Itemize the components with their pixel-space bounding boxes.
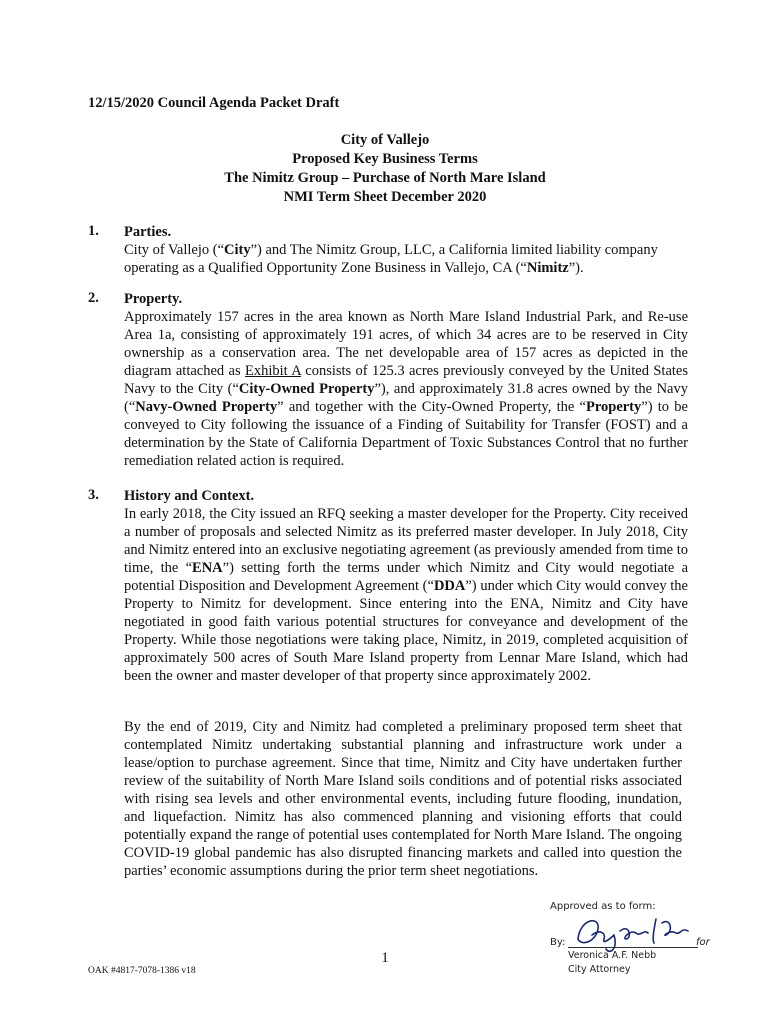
section-history-paragraph-2: By the end of 2019, City and Nimitz had completed a preliminary proposed term sheet that contemplated Nimitz undertaking substantial planning and infrastructure work under a lease/option to purchase agreement. Since that time, Nimitz and City have undertaken further review of the suitability of North Mare Island soils conditions and of potential risks associated with rising sea levels and other environmental events, including future flooding, inundation, and liquefaction. Nimitz has also commenced planning and visioning efforts that could potentially expand the range of potential uses contemplated for North Mare Island. The ongoing COVID-19 global pandemic has also disrupted financing markets and called into question the parties’ economic assumptions during the prior term sheet negotiations.	[124, 719, 682, 879]
by-label: By:	[550, 937, 566, 948]
document-id: OAK #4817-7078-1386 v18	[88, 966, 196, 976]
title-line-3: The Nimitz Group – Purchase of North Mare Island	[224, 170, 546, 186]
section-heading: Parties.	[124, 224, 172, 240]
signature-line	[568, 947, 698, 948]
section-number: 1.	[88, 223, 99, 239]
title-line-1: City of Vallejo	[340, 132, 430, 148]
section-history	[88, 487, 688, 685]
section-text: Approximately 157 acres in the area known as North Mare Island Industrial Park, and Re-use Area 1a, consisting of approximately 191 acres, of which 34 acres are to be reserved in City ownership as a conservation area. The net developable area of 157 acres as depicted in the diagram attached as Exhibit A consists of 125.3 acres previously conveyed by the United States Navy to the City (“City-Owned Property”), and approximately 31.8 acres owned by the Navy (“Navy-Owned Property” and together with the City-Owned Property, the “Property”) to be conveyed to City following the issuance of a Finding of Suitability for Transfer (FOST) and a determination by the State of California Department of Toxic Substances Control that no further remediation related action is required.	[124, 309, 688, 469]
section-property	[88, 290, 688, 470]
signatory-name: Veronica A.F. Nebb	[568, 950, 657, 961]
title-line-2: Proposed Key Business Terms	[292, 151, 478, 167]
section-text: In early 2018, the City issued an RFQ seeking a master developer for the Property. City received a number of proposals and selected Nimitz as its preferred master developer. In July 2018, City and Nimitz entered into an exclusive negotiating agreement (as previously amended from time to time, the “ENA”) setting forth the terms under which Nimitz and City would negotiate a potential Disposition and Development Agreement (“DDA”) under which City would convey the Property to Nimitz for development. Since entering into the ENA, Nimitz and City have negotiated in good faith various potential structures for conveyance and development of the Property. While those negotiations were taking place, Nimitz, in 2019, completed acquisition of approximately 500 acres of South Mare Island property from Lennar Mare Island, which had been the owner and master developer of that property since approximately 2002.	[124, 506, 689, 684]
document-title	[0, 131, 770, 207]
section-heading: Property.	[124, 291, 183, 307]
approval-stamp	[540, 895, 740, 985]
exhibit-a-reference: Exhibit A	[244, 363, 301, 379]
for-label: for	[696, 937, 710, 948]
section-number: 2.	[88, 290, 99, 306]
draft-label: 12/15/2020 Council Agenda Packet Draft	[88, 95, 340, 111]
section-heading: History and Context.	[124, 488, 255, 504]
section-number: 3.	[88, 487, 99, 503]
signatory-title: City Attorney	[568, 964, 631, 975]
approved-label: Approved as to form:	[550, 901, 656, 912]
title-line-4: NMI Term Sheet December 2020	[283, 189, 487, 205]
page-number: 1	[381, 950, 389, 966]
section-parties	[88, 223, 688, 277]
section-text: City of Vallejo (“City”) and The Nimitz Group, LLC, a California limited liability company operating as a Qualified Opportunity Zone Business in Vallejo, CA (“Nimitz”).	[124, 242, 658, 276]
